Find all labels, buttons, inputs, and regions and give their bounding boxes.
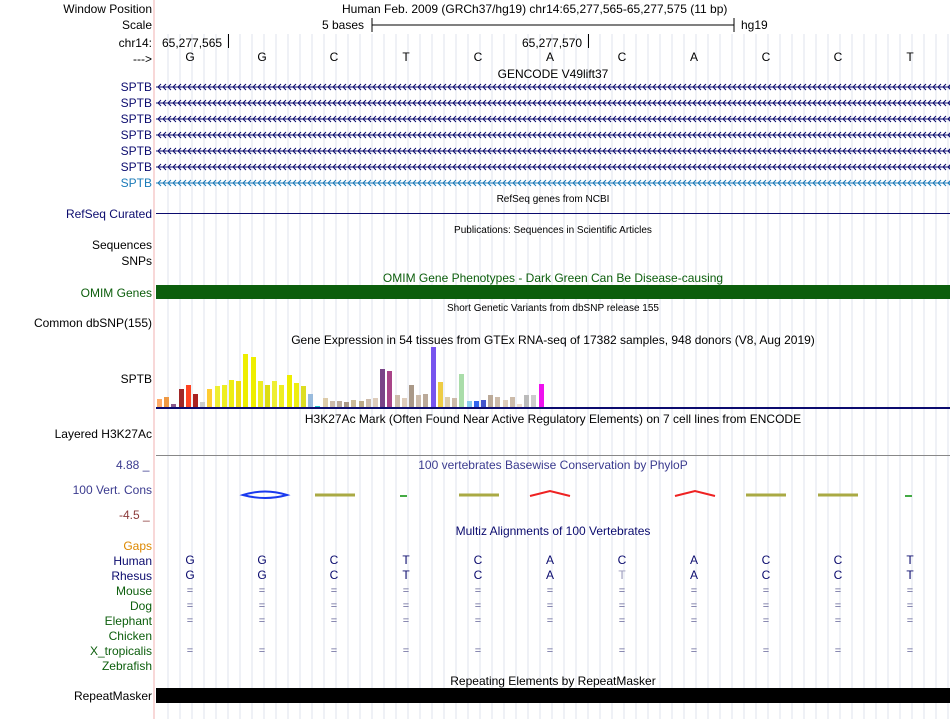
multiz-alignment-cell: G bbox=[257, 568, 267, 582]
multiz-alignment-cell: G bbox=[185, 553, 195, 567]
gtex-track-title: Gene Expression in 54 tissues from GTEx RNA-seq of 17382 samples, 948 donors (V8, Aug 2019) bbox=[291, 333, 815, 347]
base-letter: C bbox=[833, 50, 843, 64]
multiz-alignment-cell: C bbox=[761, 568, 771, 582]
gtex-gene-line bbox=[156, 407, 950, 409]
multiz-species-label[interactable]: Human bbox=[113, 554, 152, 568]
phylop-track-label[interactable]: 100 Vert. Cons bbox=[72, 483, 152, 497]
gtex-tissue-bar[interactable] bbox=[402, 398, 407, 407]
gtex-tissue-bar[interactable] bbox=[503, 400, 508, 407]
multiz-alignment-cell: C bbox=[833, 568, 843, 582]
gtex-tissue-bar[interactable] bbox=[452, 398, 457, 407]
phylop-max-value: 4.88 _ bbox=[116, 458, 150, 472]
multiz-alignment-cell: = bbox=[834, 645, 842, 657]
multiz-alignment-cell: = bbox=[330, 615, 338, 627]
gencode-transcript-line[interactable] bbox=[156, 146, 950, 156]
gencode-transcript-label[interactable]: SPTB bbox=[120, 96, 152, 110]
gtex-tissue-bar[interactable] bbox=[179, 389, 184, 407]
gtex-tissue-bar[interactable] bbox=[531, 395, 536, 407]
multiz-alignment-cell: = bbox=[330, 585, 338, 597]
multiz-alignment-cell: = bbox=[906, 585, 914, 597]
multiz-alignment-cell: = bbox=[474, 615, 482, 627]
gtex-tissue-bar[interactable] bbox=[164, 397, 169, 407]
position-tick-1: 65,277,565 bbox=[162, 36, 223, 50]
base-letter: T bbox=[906, 50, 914, 64]
multiz-alignment-cell: C bbox=[473, 568, 483, 582]
multiz-track-title: Multiz Alignments of 100 Vertebrates bbox=[455, 524, 651, 538]
h3k27ac-track-title: H3K27Ac Mark (Often Found Near Active Regulatory Elements) on 7 cell lines from ENCODE bbox=[304, 412, 802, 426]
gtex-tissue-bar[interactable] bbox=[207, 389, 212, 407]
multiz-alignment-cell: = bbox=[402, 600, 410, 612]
gtex-tissue-bar[interactable] bbox=[351, 400, 356, 407]
multiz-species-label[interactable]: Chicken bbox=[108, 629, 152, 643]
gencode-transcript-label[interactable]: SPTB bbox=[120, 176, 152, 190]
position-tick-mark-2 bbox=[588, 34, 589, 48]
gtex-tissue-bar[interactable] bbox=[416, 395, 421, 407]
publications-track-title: Publications: Sequences in Scientific Articles bbox=[454, 225, 652, 236]
gtex-tissue-bar[interactable] bbox=[272, 381, 277, 407]
multiz-alignment-cell: C bbox=[833, 553, 843, 567]
multiz-alignment-cell: C bbox=[329, 553, 339, 567]
scale-label: Scale bbox=[121, 18, 152, 32]
multiz-species-label[interactable]: Mouse bbox=[115, 584, 152, 598]
gtex-tissue-bar[interactable] bbox=[459, 374, 464, 407]
multiz-alignment-cell: C bbox=[761, 553, 771, 567]
multiz-alignment-cell: = bbox=[834, 600, 842, 612]
gtex-tissue-bar[interactable] bbox=[539, 384, 544, 407]
gtex-tissue-bar[interactable] bbox=[251, 357, 256, 407]
base-letter: C bbox=[617, 50, 627, 64]
gencode-track-title: GENCODE V49lift37 bbox=[497, 67, 609, 81]
gtex-tissue-bar[interactable] bbox=[431, 347, 436, 407]
gtex-tissue-bar[interactable] bbox=[495, 397, 500, 407]
multiz-alignment-cell: = bbox=[762, 600, 770, 612]
repeatmasker-track-title: Repeating Elements by RepeatMasker bbox=[450, 674, 656, 688]
multiz-alignment-cell: = bbox=[906, 645, 914, 657]
gencode-transcript-line[interactable] bbox=[156, 130, 950, 140]
multiz-alignment-cell: = bbox=[258, 585, 266, 597]
multiz-alignment-cell: = bbox=[258, 615, 266, 627]
refseq-feature-line[interactable] bbox=[156, 213, 950, 214]
gencode-transcript-label[interactable]: SPTB bbox=[120, 128, 152, 142]
gencode-transcript-line[interactable] bbox=[156, 82, 950, 92]
gtex-tissue-bar[interactable] bbox=[236, 381, 241, 407]
omim-gene-bar[interactable] bbox=[156, 285, 950, 299]
gtex-tissue-bar[interactable] bbox=[488, 395, 493, 407]
multiz-alignment-cell: = bbox=[474, 645, 482, 657]
multiz-alignment-cell: G bbox=[185, 568, 195, 582]
h3k27ac-baseline bbox=[156, 455, 950, 456]
gtex-tissue-bar[interactable] bbox=[265, 385, 270, 407]
gencode-transcript-label[interactable]: SPTB bbox=[120, 160, 152, 174]
multiz-alignment-cell: = bbox=[330, 645, 338, 657]
multiz-alignment-cell: = bbox=[330, 600, 338, 612]
multiz-alignment-cell: = bbox=[690, 645, 698, 657]
gtex-tissue-bar[interactable] bbox=[423, 394, 428, 407]
multiz-alignment-cell: = bbox=[690, 600, 698, 612]
gtex-tissue-bar[interactable] bbox=[481, 400, 486, 407]
scale-bar bbox=[370, 17, 736, 33]
base-letter: A bbox=[689, 50, 698, 64]
multiz-alignment-cell: = bbox=[546, 600, 554, 612]
omim-track-label[interactable]: OMIM Genes bbox=[80, 286, 152, 300]
gtex-tissue-bar[interactable] bbox=[373, 398, 378, 407]
gtex-tissue-bar[interactable] bbox=[445, 397, 450, 407]
multiz-alignment-cell: = bbox=[402, 615, 410, 627]
gtex-tissue-bar[interactable] bbox=[301, 386, 306, 407]
multiz-alignment-cell: = bbox=[762, 645, 770, 657]
h3k27ac-track-label[interactable]: Layered H3K27Ac bbox=[54, 427, 152, 441]
gtex-tissue-bar[interactable] bbox=[215, 386, 220, 407]
gtex-tissue-bar[interactable] bbox=[308, 394, 313, 407]
multiz-alignment-cell: = bbox=[546, 585, 554, 597]
repeatmasker-element-bar[interactable] bbox=[156, 688, 950, 703]
chrom-label: chr14: bbox=[118, 36, 152, 50]
gtex-tissue-bar[interactable] bbox=[395, 395, 400, 407]
multiz-alignment-cell: A bbox=[545, 553, 554, 567]
base-letter: G bbox=[257, 50, 267, 64]
dbsnp-track-label[interactable]: Common dbSNP(155) bbox=[33, 316, 152, 330]
multiz-alignment-cell: = bbox=[186, 615, 194, 627]
gtex-tissue-bar[interactable] bbox=[294, 383, 299, 407]
multiz-species-label[interactable]: Elephant bbox=[104, 614, 152, 628]
gencode-transcript-label[interactable]: SPTB bbox=[120, 80, 152, 94]
gtex-tissue-bar[interactable] bbox=[157, 399, 162, 407]
scale-bases-text: 5 bases bbox=[322, 18, 365, 32]
multiz-alignment-cell: = bbox=[402, 585, 410, 597]
gencode-transcript-line[interactable] bbox=[156, 98, 950, 108]
multiz-alignment-cell: = bbox=[690, 585, 698, 597]
multiz-alignment-cell: = bbox=[834, 615, 842, 627]
multiz-alignment-cell: G bbox=[257, 553, 267, 567]
multiz-alignment-cell: C bbox=[617, 553, 627, 567]
multiz-alignment-cell: = bbox=[762, 615, 770, 627]
base-letter: A bbox=[545, 50, 554, 64]
gtex-tissue-bar[interactable] bbox=[438, 382, 443, 407]
multiz-alignment-cell: = bbox=[906, 600, 914, 612]
multiz-alignment-cell: = bbox=[906, 615, 914, 627]
multiz-alignment-cell: C bbox=[329, 568, 339, 582]
gtex-tissue-bar[interactable] bbox=[409, 385, 414, 407]
multiz-alignment-cell: A bbox=[545, 568, 554, 582]
multiz-alignment-cell: = bbox=[186, 645, 194, 657]
multiz-alignment-cell: T bbox=[402, 568, 410, 582]
multiz-alignment-cell: T bbox=[618, 568, 626, 582]
gtex-tissue-bar[interactable] bbox=[186, 385, 191, 407]
multiz-alignment-cell: = bbox=[762, 585, 770, 597]
multiz-alignment-cell: = bbox=[258, 645, 266, 657]
gtex-tissue-bar[interactable] bbox=[243, 354, 248, 407]
gencode-transcript-line[interactable] bbox=[156, 178, 950, 188]
multiz-alignment-cell: = bbox=[258, 600, 266, 612]
multiz-species-label[interactable]: Dog bbox=[129, 599, 152, 613]
multiz-alignment-cell: = bbox=[618, 645, 626, 657]
gtex-tissue-bar[interactable] bbox=[258, 381, 263, 407]
dbsnp-track-title: Short Genetic Variants from dbSNP release 155 bbox=[447, 303, 659, 314]
multiz-alignment-cell: T bbox=[402, 553, 410, 567]
base-letter: T bbox=[402, 50, 410, 64]
omim-track-title: OMIM Gene Phenotypes - Dark Green Can Be Disease-causing bbox=[382, 271, 724, 285]
strand-label: ---> bbox=[133, 52, 152, 66]
gtex-tissue-bar[interactable] bbox=[387, 371, 392, 407]
base-letter: C bbox=[473, 50, 483, 64]
position-tick-2: 65,277,570 bbox=[522, 36, 583, 50]
gtex-tissue-bar[interactable] bbox=[222, 385, 227, 407]
multiz-alignment-cell: = bbox=[402, 645, 410, 657]
gtex-tissue-bar[interactable] bbox=[524, 395, 529, 407]
gtex-tissue-bar[interactable] bbox=[380, 369, 385, 407]
multiz-alignment-cell: = bbox=[186, 600, 194, 612]
multiz-alignment-cell: = bbox=[618, 585, 626, 597]
refseq-track-label[interactable]: RefSeq Curated bbox=[65, 207, 152, 221]
multiz-alignment-cell: = bbox=[618, 600, 626, 612]
gencode-transcript-label[interactable]: SPTB bbox=[120, 112, 152, 126]
multiz-species-label[interactable]: Rhesus bbox=[111, 569, 152, 583]
phylop-track-title: 100 vertebrates Basewise Conservation by PhyloP bbox=[418, 458, 688, 472]
base-letter: G bbox=[185, 50, 195, 64]
publications-sequences-label[interactable]: Sequences bbox=[91, 238, 152, 252]
refseq-track-title: RefSeq genes from NCBI bbox=[496, 194, 610, 205]
gencode-transcript-line[interactable] bbox=[156, 114, 950, 124]
multiz-alignment-cell: = bbox=[474, 585, 482, 597]
multiz-alignment-cell: = bbox=[474, 600, 482, 612]
gencode-transcript-label[interactable]: SPTB bbox=[120, 144, 152, 158]
base-letter: C bbox=[329, 50, 339, 64]
multiz-alignment-cell: = bbox=[618, 615, 626, 627]
scale-assembly: hg19 bbox=[741, 18, 768, 32]
gtex-tissue-bar[interactable] bbox=[366, 399, 371, 407]
gtex-tissue-bar[interactable] bbox=[229, 380, 234, 407]
multiz-alignment-cell: T bbox=[906, 553, 914, 567]
gencode-transcript-line[interactable] bbox=[156, 162, 950, 172]
gtex-tissue-bar[interactable] bbox=[193, 394, 198, 407]
multiz-alignment-cell: C bbox=[473, 553, 483, 567]
multiz-species-label[interactable]: Zebrafish bbox=[101, 659, 152, 673]
window-position-text: Human Feb. 2009 (GRCh37/hg19) chr14:65,277,565-65,277,575 (11 bp) bbox=[342, 2, 728, 16]
multiz-alignment-cell: A bbox=[689, 553, 698, 567]
gtex-track-label[interactable]: SPTB bbox=[120, 372, 152, 386]
phylop-signal[interactable] bbox=[0, 488, 950, 502]
publications-snps-label[interactable]: SNPs bbox=[121, 254, 152, 268]
gtex-tissue-bar[interactable] bbox=[323, 398, 328, 407]
gtex-tissue-bar[interactable] bbox=[279, 385, 284, 407]
base-letter: C bbox=[761, 50, 771, 64]
repeatmasker-track-label[interactable]: RepeatMasker bbox=[73, 689, 152, 703]
multiz-alignment-cell: T bbox=[906, 568, 914, 582]
multiz-alignment-cell: = bbox=[690, 615, 698, 627]
multiz-alignment-cell: = bbox=[546, 645, 554, 657]
gtex-tissue-bar[interactable] bbox=[510, 397, 515, 407]
multiz-species-label[interactable]: X_tropicalis bbox=[89, 644, 152, 658]
multiz-alignment-cell: A bbox=[689, 568, 698, 582]
gtex-tissue-bar[interactable] bbox=[287, 375, 292, 407]
multiz-gaps-label[interactable]: Gaps bbox=[123, 539, 152, 553]
window-position-label: Window Position bbox=[63, 2, 152, 16]
multiz-alignment-cell: = bbox=[186, 585, 194, 597]
position-tick-mark-1 bbox=[228, 34, 229, 48]
multiz-alignment-cell: = bbox=[546, 615, 554, 627]
multiz-alignment-cell: = bbox=[834, 585, 842, 597]
phylop-min-value: -4.5 _ bbox=[119, 508, 150, 522]
